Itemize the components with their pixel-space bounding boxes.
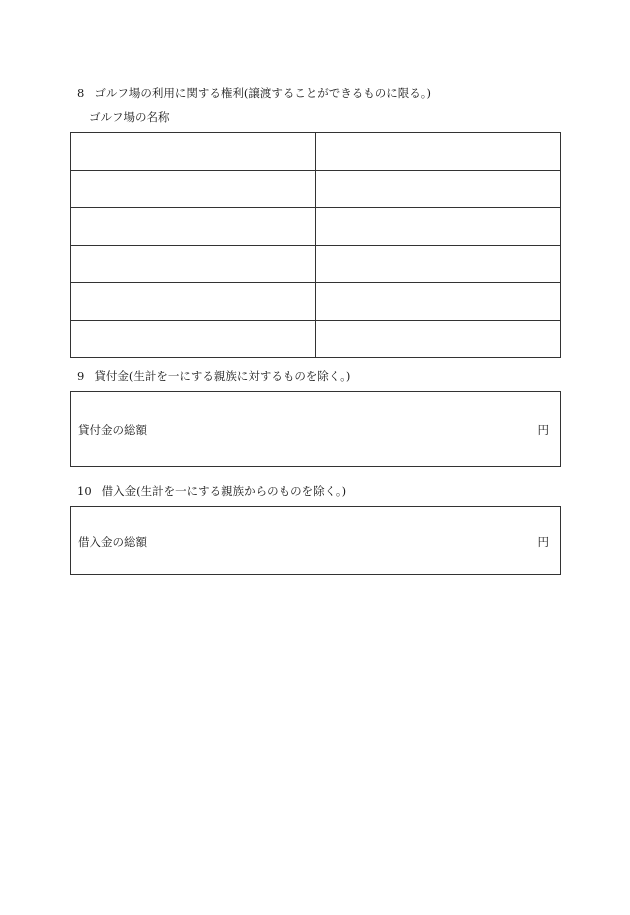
section-9-heading [77, 369, 350, 383]
table-row [71, 245, 561, 283]
golf-course-value-cell[interactable] [316, 245, 561, 283]
golf-course-name-cell[interactable] [71, 283, 316, 321]
golf-course-value-cell[interactable] [316, 133, 561, 171]
section-10-heading [77, 484, 346, 498]
golf-course-value-cell[interactable] [316, 208, 561, 246]
golf-course-table [70, 132, 561, 358]
golf-course-name-label: ゴルフ場の名称 [89, 110, 170, 124]
borrowings-box[interactable] [70, 506, 561, 575]
golf-course-name-cell[interactable] [71, 320, 316, 358]
borrowings-total-label: 借入金の総額 [78, 535, 147, 549]
section-8-heading [77, 86, 431, 100]
table-row [71, 283, 561, 321]
table-row [71, 320, 561, 358]
section-10-number: 10 [77, 484, 92, 498]
golf-course-value-cell[interactable] [316, 320, 561, 358]
loans-receivable-unit: 円 [537, 423, 549, 437]
table-row [71, 133, 561, 171]
golf-course-name-cell[interactable] [71, 133, 316, 171]
section-8-number: 8 [77, 86, 85, 100]
section-10-title: 借入金(生計を一にする親族からのものを除く。) [101, 484, 347, 498]
golf-course-name-cell[interactable] [71, 208, 316, 246]
borrowings-unit: 円 [537, 535, 549, 549]
table-row [71, 170, 561, 208]
golf-course-name-cell[interactable] [71, 170, 316, 208]
golf-course-value-cell[interactable] [316, 283, 561, 321]
section-9-number: 9 [77, 369, 85, 383]
section-9-title: 貸付金(生計を一にする親族に対するものを除く。) [94, 369, 351, 383]
section-8-title: ゴルフ場の利用に関する権利(譲渡することができるものに限る。) [94, 86, 432, 100]
golf-course-name-cell[interactable] [71, 245, 316, 283]
table-row [71, 208, 561, 246]
golf-course-value-cell[interactable] [316, 170, 561, 208]
loans-receivable-total-label: 貸付金の総額 [78, 423, 147, 437]
loans-receivable-box[interactable] [70, 391, 561, 467]
